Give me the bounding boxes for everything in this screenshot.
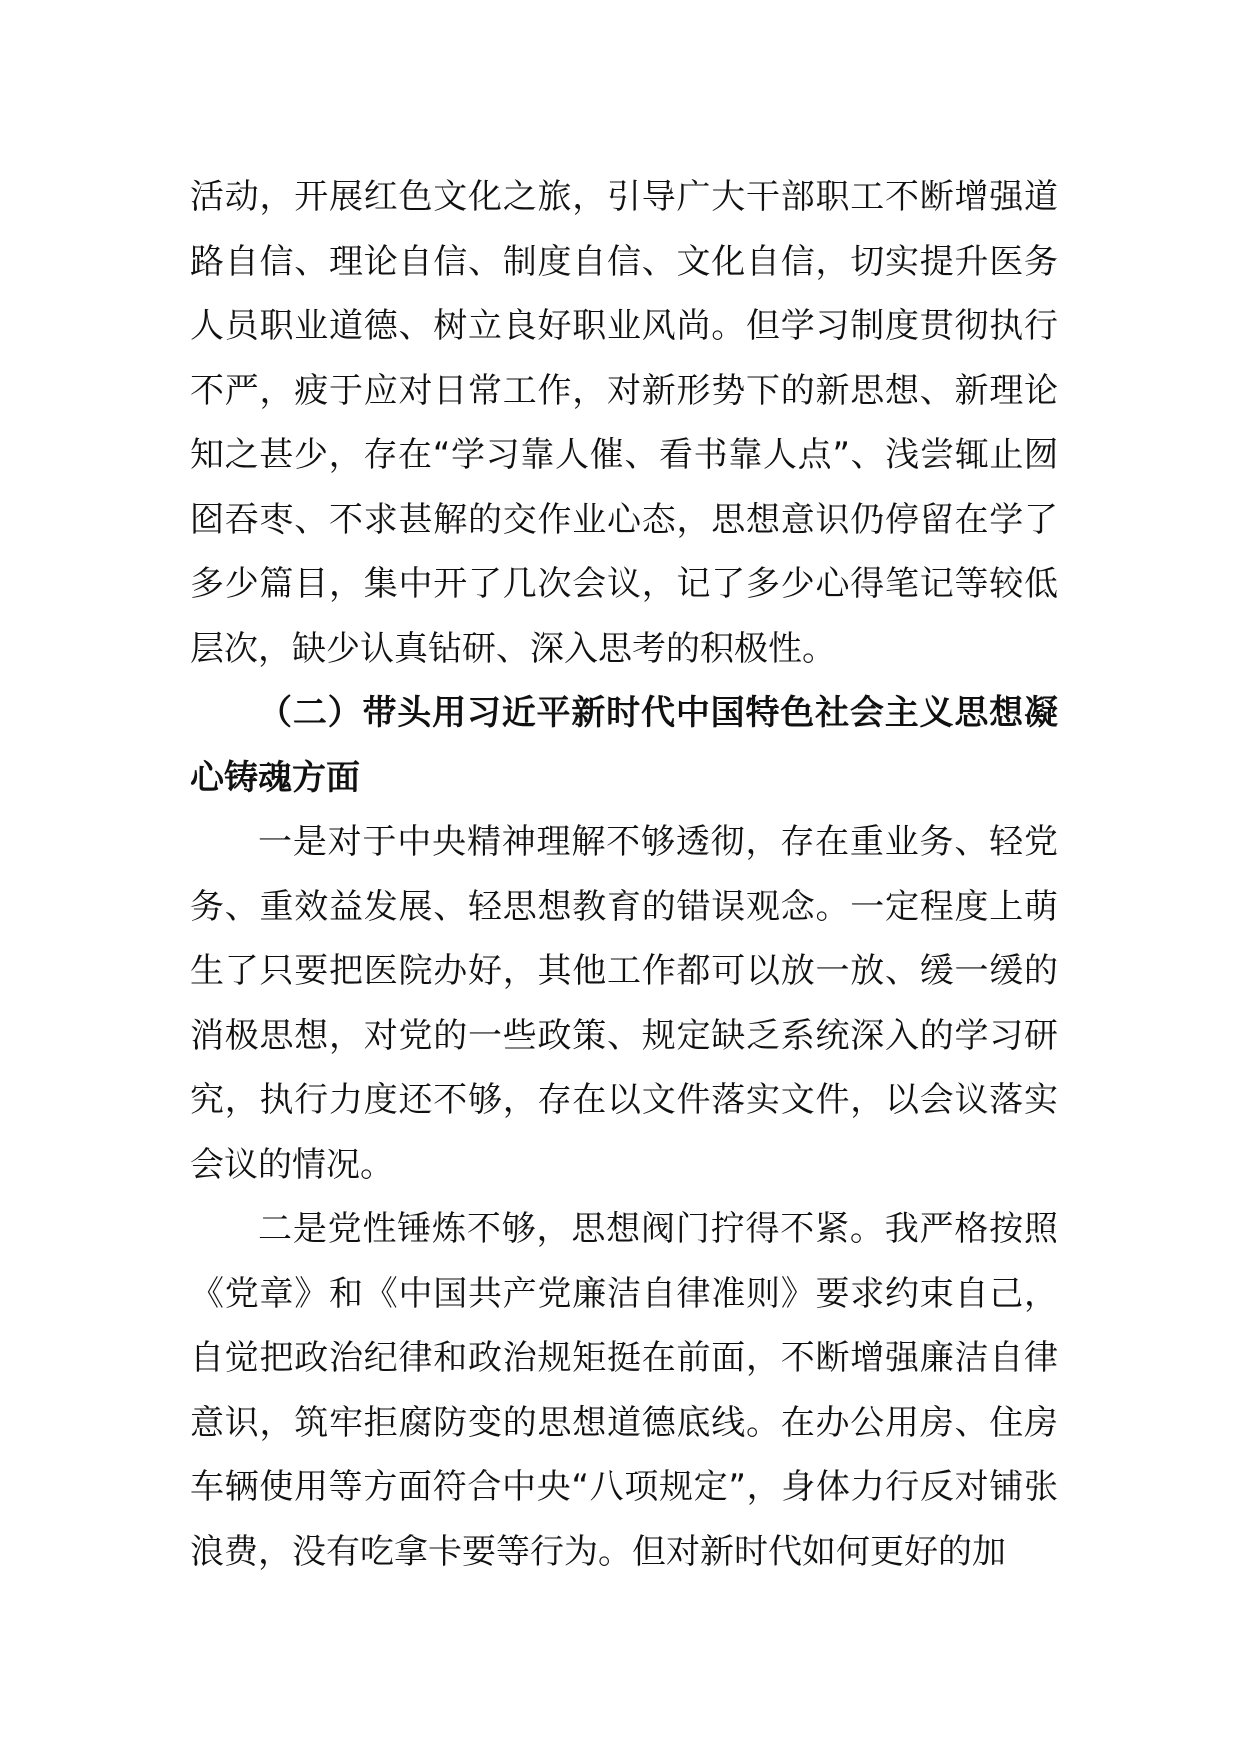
paragraph-point-one: 一是对于中央精神理解不够透彻，存在重业务、轻党务、重效益发展、轻思想教育的错误观念。一定程度上萌生了只要把医院办好，其他工作都可以放一放、缓一缓的消极思想，对党的一些政策、规定缺乏系统深入的学习研究，执行力度还不够，存在以文件落实文件，以会议落实会议的情况。 (190, 822, 1058, 1185)
paragraph-point-two: 二是党性锤炼不够，思想阀门拧得不紧。我严格按照《党章》和《中国共产党廉洁自律准则》要求约束自己，自觉把政治纪律和政治规矩挺在前面，不断增强廉洁自律意识，筑牢拒腐防变的思想道德底线。在办公用房、住房车辆使用等方面符合中央“八项规定”，身体力行反对铺张浪费，没有吃拿卡要等行为。但对新时代如何更好的加 (190, 1209, 1058, 1572)
section-heading: （二）带头用习近平新时代中国特色社会主义思想凝心铸魂方面 (190, 693, 1058, 798)
document-body (190, 165, 1058, 1584)
paragraph-continuation: 活动，开展红色文化之旅，引导广大干部职工不断增强道路自信、理论自信、制度自信、文化自信，切实提升医务人员职业道德、树立良好职业风尚。但学习制度贯彻执行不严，疲于应对日常工作，对新形势下的新思想、新理论知之甚少，存在“学习靠人催、看书靠人点”、浅尝辄止囫囵吞枣、不求甚解的交作业心态，思想意识仍停留在学了多少篇目，集中开了几次会议，记了多少心得笔记等较低层次，缺少认真钻研、深入思考的积极性。 (190, 177, 1058, 669)
